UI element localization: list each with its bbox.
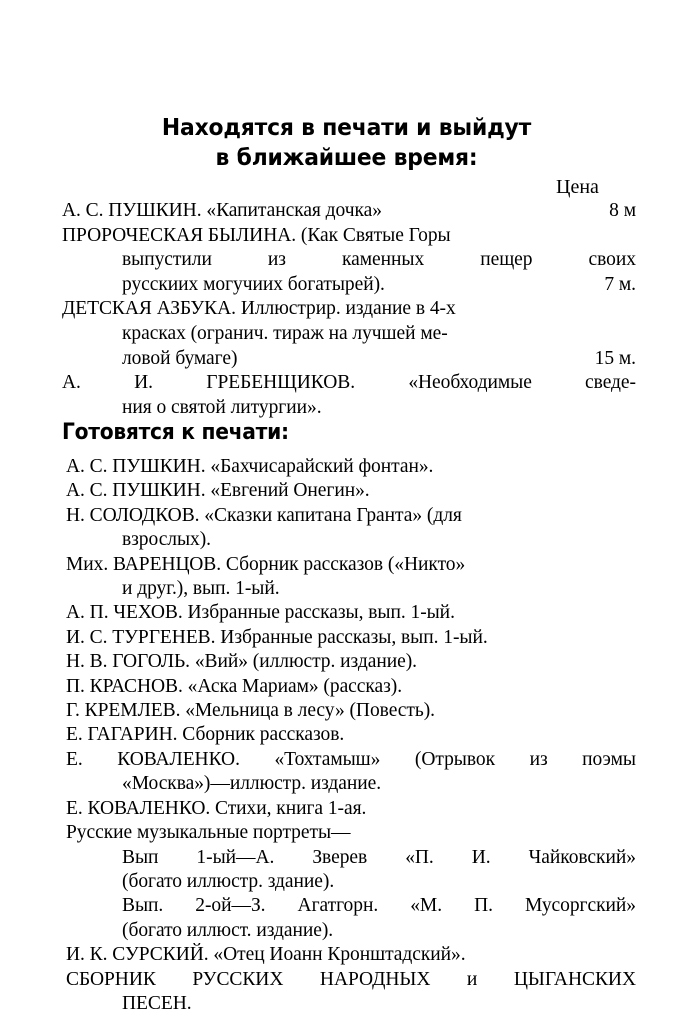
listing-line: И. К. СУРСКИЙ. «Отец Иоанн Кронштадский».: [66, 944, 466, 966]
listing-line: и друг.), вып. 1-ый.: [122, 578, 280, 600]
listing-line: (богато иллюст. издание).: [122, 919, 334, 941]
listing-line: А. П. ЧЕХОВ. Избранные рассказы, вып. 1-ый.: [66, 602, 455, 624]
entry-line: А. С. ПУШКИН. «Капитанская дочка» 8 м: [62, 199, 636, 224]
listing-line: Н. СОЛОДКОВ. «Сказки капитана Гранта» (для: [66, 504, 462, 526]
priced-entry: [62, 297, 636, 371]
listing-line: ПЕСЕН.: [122, 992, 192, 1014]
main-heading: [0, 112, 693, 172]
entry-line: ДЕТСКАЯ АЗБУКА. Иллюстрир. издание в 4-х: [62, 298, 456, 320]
entry-price: 7 м.: [604, 273, 636, 295]
listing-line: взрослых).: [122, 529, 212, 551]
entry-line: ПРОРОЧЕСКАЯ БЫЛИНА. (Как Святые Горы: [62, 224, 451, 246]
listing-line: Е. КОВАЛЕНКО. Стихи, книга 1-ая.: [66, 797, 367, 819]
entry-line: русскиих могучиих богатырей). 7 м.: [62, 273, 636, 298]
priced-entry: [62, 224, 636, 298]
entry-line: ловой бумаге) 15 м.: [62, 347, 636, 372]
listing-line: Мих. ВАРЕНЦОВ. Сборник рассказов («Никто»: [66, 553, 466, 575]
entry-line: ния о святой литургии».: [122, 396, 322, 418]
listing-line: Вып. 2-ой—З. Агатгорн. «М. П. Мусоргский»: [122, 895, 636, 917]
listing-line: Е. КОВАЛЕНКО. «Тохтамыш» (Отрывок из поэмы: [66, 748, 636, 770]
forthcoming-listing: [66, 455, 636, 1016]
priced-entry: [62, 371, 636, 420]
listing-line: Е. ГАГАРИН. Сборник рассказов.: [66, 724, 345, 746]
entry-price: 8 м: [609, 200, 636, 221]
listing-line: СБОРНИК РУССКИХ НАРОДНЫХ и ЦЫГАНСКИХ: [66, 968, 636, 990]
listing-line: П. КРАСНОВ. «Аска Мариам» (рассказ).: [66, 675, 403, 697]
main-heading-line-1: Находятся в печати и выйдут: [161, 113, 532, 141]
price-column-header: Цена: [556, 176, 599, 198]
section-heading-forthcoming: Готовятся к печати:: [62, 420, 289, 445]
listing-line: Вып 1-ый—А. Зверев «П. И. Чайковский»: [122, 846, 636, 868]
entry-line: красках (огранич. тираж на лучшей ме-: [122, 322, 448, 344]
listing-line: И. С. ТУРГЕНЕВ. Избранные рассказы, вып. 1-ый.: [66, 626, 488, 648]
listing-line: Н. В. ГОГОЛЬ. «Вий» (иллюстр. издание).: [66, 651, 417, 673]
listing-line: А. С. ПУШКИН. «Евгений Онегин».: [66, 480, 370, 502]
entry-line: выпустили из каменных пещер своих: [122, 249, 636, 271]
listing-line: Г. КРЕМЛЕВ. «Мельница в лесу» (Повесть).: [66, 700, 435, 722]
listing-line: «Москва»)—иллюстр. издание.: [122, 773, 382, 795]
listing-line: (богато иллюстр. здание).: [122, 870, 335, 892]
listing-line: А. С. ПУШКИН. «Бахчисарайский фонтан».: [66, 456, 434, 477]
main-heading-line-2: в ближайшее время:: [215, 143, 478, 171]
listing-line: Русские музыкальные портреты—: [66, 822, 351, 844]
entry-line: А. И. ГРЕБЕНЩИКОВ. «Необходимые сведе-: [62, 372, 636, 394]
entry-price: 15 м.: [594, 347, 636, 369]
priced-entry: [62, 199, 636, 224]
priced-listing: [62, 199, 636, 420]
